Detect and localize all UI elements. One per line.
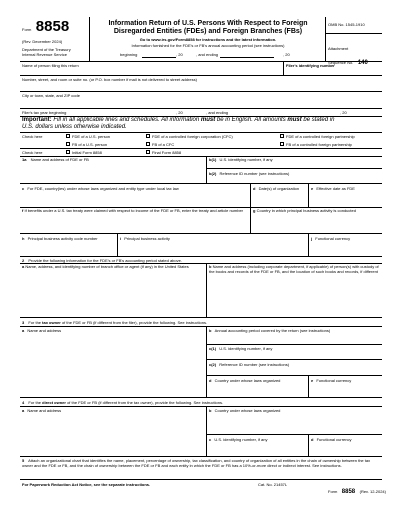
omb-number: OMB No. 1545-1910: [328, 22, 365, 27]
line-1j-num: j: [311, 236, 313, 241]
line-3-pre: For the: [28, 320, 42, 325]
line-1f: [22, 209, 248, 214]
form-title-line2: Disregarded Entities (FDEs) and Foreign Branches (FBs): [113, 28, 303, 35]
rule-3: [20, 326, 382, 327]
line-4b: [209, 408, 280, 413]
line-3c1-text: U.S. identifying number, if any: [219, 346, 273, 351]
footer-form-number: 8858: [341, 489, 356, 495]
form-number-block: [22, 18, 69, 36]
rule-filer-address: [20, 91, 382, 92]
filer-name-label: Name of person filing this return: [22, 63, 79, 68]
sequence-label: Sequence No.: [328, 60, 354, 65]
form-title-line1: Information Return of U.S. Persons With Respect to Foreign: [108, 20, 308, 27]
line-2b-text: Name and address (including corporate department, if applicable) of person(s) with custody of the books and records of the FDE or FB, and the location of such books and records, if different: [209, 264, 379, 274]
period-end-field[interactable]: [220, 57, 274, 58]
line-1c-text: For FDE, country(ies) under whose laws organized and entity type under local tax law: [27, 186, 179, 191]
divider-2a-2b: [206, 263, 207, 317]
rule-2-bottom: [20, 317, 382, 318]
checkbox-fb-cfc[interactable]: [146, 142, 150, 146]
rule-3c2: [206, 375, 382, 376]
footer-cat-no: Cat. No. 21457L: [258, 482, 288, 487]
irs-label: Internal Revenue Service: [22, 52, 67, 57]
line-1g-text: Country in which principal business activity is conducted: [256, 208, 356, 213]
department: Department of the Treasury: [22, 47, 71, 52]
filer-city-label: City or town, state, and ZIP code: [22, 93, 80, 98]
footer-notice: For Paperwork Reduction Act Notice, see the separate instructions.: [22, 482, 151, 487]
rule-3b: [206, 344, 382, 345]
important-text3: be stated in: [303, 117, 335, 123]
line-1j: [311, 236, 350, 241]
line-3c2: [209, 362, 289, 367]
line-1c-num: c: [22, 186, 25, 191]
line-2-text: Provide the following information for the FDE's or FB's accounting period stated above.: [28, 258, 182, 263]
line-4b-num: b: [209, 408, 212, 413]
important-notice: [22, 117, 380, 131]
line-3a-num: a: [22, 328, 25, 333]
line-4a-text: Name and address: [27, 408, 62, 413]
line-1i-text: Principal business activity: [124, 236, 170, 241]
line-2a-num: a: [22, 264, 25, 269]
label-fde-cfc: FDE of a controlled foreign corporation (CFC): [152, 134, 233, 139]
label-fb-us-person: FB of a U.S. person: [72, 142, 108, 147]
line-1i-num: i: [120, 236, 122, 241]
rule-1b: [20, 183, 382, 184]
line-5-num: 5: [22, 458, 25, 463]
rule-4-bottom: [20, 456, 382, 457]
label-fde-us-person: FDE of a U.S. person: [72, 134, 111, 139]
line-5: [22, 459, 380, 468]
header-bottom-rule: [20, 61, 382, 62]
filer-id-divider: [283, 61, 284, 75]
divider-1i-1j: [308, 233, 309, 256]
tax-year-ending-label: , and ending: [206, 110, 229, 115]
line-1d: [253, 186, 299, 191]
tax-year-20-b: , 20: [340, 110, 347, 115]
important-text2: be in English. All amounts: [216, 117, 286, 123]
line-1g: [253, 209, 381, 214]
line-1b1-num: b(1): [209, 157, 217, 162]
checkbox-fb-partnership[interactable]: [280, 142, 284, 146]
divider-1h-1i: [117, 233, 118, 256]
line-4-post: of the FDE or FB (if different from the tax owner), provide the following. See instructions.: [67, 400, 224, 405]
rule-1b1: [206, 168, 382, 169]
rule-filer-city: [20, 108, 382, 109]
checkbox-fde-partnership[interactable]: [280, 134, 284, 138]
footer-form-word: Form: [328, 489, 338, 494]
line-3d: [209, 378, 280, 383]
filer-id-label: Filer's identifying number: [286, 63, 335, 68]
important-lead: Important:: [22, 117, 52, 123]
form-revision: (Rev. December 2024): [22, 39, 63, 44]
attachment-label: Attachment: [328, 46, 349, 51]
checkbox-fde-us-person[interactable]: [66, 134, 70, 138]
line-1a-num: 1a: [22, 157, 27, 162]
period-begin-field[interactable]: [142, 57, 176, 58]
line-4d-text: Functional currency: [316, 437, 352, 442]
rule-3-bottom: [20, 397, 382, 398]
line-1b1: [209, 157, 273, 162]
tax-year-20-a: , 20: [176, 110, 183, 115]
line-3c2-num: c(2): [209, 362, 217, 367]
rule-4b: [206, 434, 382, 435]
line-3: [22, 320, 207, 325]
header-divider-right: [325, 17, 326, 61]
line-2-num: 2: [22, 258, 25, 263]
line-3e-num: e: [311, 378, 314, 383]
checkbox-final[interactable]: [146, 150, 150, 154]
line-4a-num: a: [22, 408, 25, 413]
line-3d-num: d: [209, 378, 212, 383]
line-1e-text: Effective date as FDE: [316, 186, 355, 191]
line-2b: [209, 265, 381, 274]
line-3b: [209, 328, 330, 333]
line-4-num: 4: [22, 400, 25, 405]
line-1a: [22, 157, 89, 162]
line-4c-num: c: [209, 437, 212, 442]
divider-3a-3b: [206, 326, 207, 397]
goto-instructions: Go to www.irs.gov/Form8858 for instructions and the latest information.: [139, 37, 277, 42]
period-20-a: , 20: [176, 52, 183, 57]
line-3-num: 3: [22, 320, 25, 325]
line-4a: [22, 408, 61, 413]
rule-filer-name: [20, 75, 382, 76]
line-3e: [311, 378, 351, 383]
line-4b-text: Country under whose laws organized: [214, 408, 281, 413]
line-1h-text: Principal business activity code number: [27, 236, 98, 241]
line-1b2: [209, 171, 289, 176]
line-5-text: Attach an organizational chart that identifies the name, placement, percentage of ownership, tax classification, and country of organization of all entities in the chain of ownership between the tax owner and the FDE or FB, and the chain of ownership between the FDE or FB and each entity in which the FDE or FB has a 10%-or-more direct or indirect interest. See instructions.: [22, 458, 371, 468]
footer-rev: (Rev. 12-2024): [359, 489, 386, 494]
divider-4a-4b: [206, 406, 207, 456]
line-3c1-num: c(1): [209, 346, 217, 351]
line-2a: [22, 265, 202, 270]
line-3b-num: b: [209, 328, 212, 333]
filer-tax-year-label: Filer's tax year beginning: [22, 110, 67, 115]
label-initial: Initial Form 8858: [72, 150, 102, 155]
line-1d-text: Date(s) of organization: [258, 186, 300, 191]
important-must-2: must: [287, 117, 302, 123]
line-3d-text: Country under whose laws organized: [214, 378, 281, 383]
line-4c: [209, 437, 268, 442]
line-1h-num: h: [22, 236, 25, 241]
important-must-1: must: [200, 117, 216, 123]
checkbox-fb-us-person[interactable]: [66, 142, 70, 146]
line-1c: [22, 186, 179, 191]
line-4d-num: d: [311, 437, 314, 442]
line-1g-num: g: [253, 208, 256, 213]
line-4-bold: direct owner: [42, 400, 66, 405]
line-1f-num: f: [22, 208, 24, 213]
period-ending-label: , and ending: [196, 52, 219, 57]
form-number: 8858: [35, 18, 70, 35]
line-1j-text: Functional currency: [315, 236, 351, 241]
line-3e-text: Functional currency: [316, 378, 352, 383]
line-2a-text: Name, address, and identifying number of branch office or agent (if any) in the United States: [25, 264, 189, 269]
line-2b-num: b: [209, 264, 212, 269]
line-1b2-text: Reference ID number (see instructions): [219, 171, 290, 176]
line-1e-num: e: [311, 186, 314, 191]
line-4c-text: U.S. identifying number, if any: [214, 437, 268, 442]
header-divider-left: [89, 17, 90, 61]
rule-1h: [20, 256, 382, 257]
form-word: Form: [22, 27, 32, 32]
line-3a-text: Name and address: [27, 328, 62, 333]
line-1b2-num: b(2): [209, 171, 217, 176]
line-1a-text: Name and address of FDE or FB: [30, 157, 89, 162]
line-3-bold: tax owner: [42, 320, 61, 325]
period-20-b: , 20: [283, 52, 290, 57]
omb-divider: [325, 33, 382, 34]
line-3-post: of the FDE or FB (if different from the filer), provide the following. See instructions.: [61, 320, 208, 325]
divider-1a-1b: [206, 156, 207, 183]
checkbox-initial[interactable]: [66, 150, 70, 154]
sequence-number: 140: [357, 60, 368, 66]
footer-form-id: [328, 480, 386, 498]
line-1f-text: If benefits under a U.S. tax treaty were claimed with respect to income of the FDE or FB, enter the treaty and article number: [24, 208, 244, 213]
check-here-label: Check here: [22, 134, 43, 139]
line-1h: [22, 236, 98, 241]
check-here-label-2: Check here: [22, 150, 43, 155]
important-text4: U.S. dollars unless otherwise indicated.: [22, 124, 127, 130]
label-final: Final Form 8858: [152, 150, 182, 155]
line-1d-num: d: [253, 186, 256, 191]
checkbox-fde-cfc[interactable]: [146, 134, 150, 138]
line-1i: [120, 236, 170, 241]
rule-3c1: [206, 359, 382, 360]
line-4: [22, 400, 223, 405]
divider-3d-3e: [308, 375, 309, 397]
label-fb-partnership: FB of a controlled foreign partnership: [286, 142, 352, 147]
line-3b-text: Annual accounting period covered by the return (see instructions): [214, 328, 331, 333]
line-3c2-text: Reference ID number (see instructions): [219, 362, 290, 367]
line-3a: [22, 328, 61, 333]
label-fb-cfc: FB of a CFC: [152, 142, 175, 147]
line-1e: [311, 186, 355, 191]
line-4-pre: For the: [28, 400, 42, 405]
rule-4: [20, 406, 382, 407]
rule-important: [20, 132, 382, 133]
period-beginning-label: beginning: [120, 52, 138, 57]
filer-address-label: Number, street, and room or suite no. (or P.O. box number if mail is not delivered to street address): [22, 77, 197, 82]
rule-1f: [20, 233, 382, 234]
label-fde-partnership: FDE of a controlled foreign partnership: [286, 134, 355, 139]
period-note: Information furnished for the FDE's or FB's annual accounting period (see instructions): [131, 43, 285, 48]
line-4d: [311, 437, 351, 442]
important-text1: Fill in all applicable lines and schedules. All information: [53, 117, 200, 123]
divider-1c-1d: [250, 183, 251, 207]
rule-checkbox-row: [20, 148, 382, 149]
line-1b1-text: U.S. identifying number, if any: [219, 157, 273, 162]
divider-1d-1e: [308, 183, 309, 207]
line-3c1: [209, 346, 272, 351]
divider-4c-4d: [308, 434, 309, 456]
divider-1f-1g: [250, 207, 251, 233]
